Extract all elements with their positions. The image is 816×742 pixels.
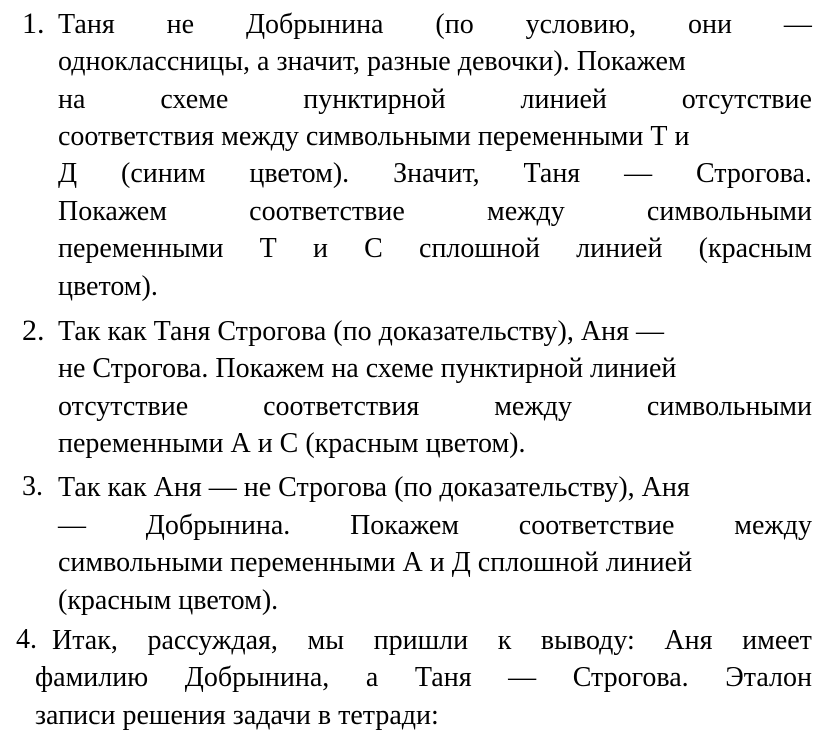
text-line	[58, 193, 812, 230]
text-line	[58, 268, 812, 305]
text-line	[58, 582, 812, 619]
word: отсутствие	[58, 391, 189, 422]
word: Так как Аня — не Строгова (по доказательству), Аня	[58, 472, 690, 503]
word: они	[688, 9, 733, 40]
word: схеме	[160, 84, 229, 115]
word: соответствие	[249, 196, 405, 227]
text-line	[58, 388, 812, 425]
word: Строгова.	[695, 158, 812, 189]
text-line	[35, 697, 812, 734]
word: Покажем	[350, 510, 460, 541]
word: Покажем	[58, 196, 167, 227]
text-line	[58, 43, 812, 80]
word: не Строгова. Покажем на схеме пунктирной линией	[58, 353, 677, 384]
text-line	[58, 544, 812, 581]
word: цветом).	[249, 158, 350, 189]
text-line	[58, 230, 812, 267]
word: Таня	[414, 662, 472, 693]
word: записи решения задачи в тетради:	[35, 700, 439, 731]
word: Д	[58, 158, 78, 189]
word: Итак,	[52, 625, 118, 656]
word: символьными	[646, 196, 812, 227]
word: Так как Таня Строгова (по доказательству), Аня —	[58, 316, 664, 347]
word: (синим	[121, 158, 206, 189]
text-line	[35, 659, 812, 696]
word: Значит,	[393, 158, 480, 189]
text-line	[58, 469, 812, 506]
text-line	[58, 6, 812, 43]
word: между	[734, 510, 812, 541]
word: не	[166, 9, 195, 40]
word: цветом).	[58, 271, 158, 302]
word: соответствие	[518, 510, 675, 541]
word: соответствия	[263, 391, 420, 422]
word: переменными А и С (красным цветом).	[58, 428, 526, 459]
word: линией	[576, 233, 663, 264]
word: рассуждая,	[147, 625, 278, 656]
word: фамилию	[35, 662, 149, 693]
text-line	[52, 622, 812, 659]
list-item-number: 2.	[22, 314, 45, 347]
word: —	[624, 158, 653, 189]
word: —	[508, 662, 537, 693]
word: отсутствие	[681, 84, 812, 115]
word: (по	[435, 9, 474, 40]
word: Строгова.	[572, 662, 689, 693]
word: Аня	[664, 625, 713, 656]
word: условию,	[525, 9, 637, 40]
word: между	[494, 391, 572, 422]
text-line	[58, 425, 812, 462]
text-line	[58, 155, 812, 192]
word: и	[312, 233, 328, 264]
word: Добрынина.	[145, 510, 291, 541]
word: между	[486, 196, 565, 227]
text-line	[58, 350, 812, 387]
word: С	[364, 233, 383, 264]
word: к	[497, 625, 512, 656]
list-item-number: 3.	[22, 471, 43, 502]
word: Таня	[523, 158, 581, 189]
word: символьными переменными А и Д сплошной линией	[58, 547, 693, 578]
word: Добрынина	[245, 9, 384, 40]
list-item-number: 1.	[22, 7, 45, 40]
word: пришли	[373, 625, 469, 656]
word: линией	[520, 84, 607, 115]
word: Т	[259, 233, 277, 264]
word: мы	[307, 625, 345, 656]
word: (красным цветом).	[58, 585, 279, 616]
text-line	[58, 507, 812, 544]
word: символьными	[646, 391, 812, 422]
word: переменными	[58, 233, 224, 264]
word: —	[783, 9, 812, 40]
word: а	[365, 662, 379, 693]
word: имеет	[742, 625, 812, 656]
word: Эталон	[725, 662, 812, 693]
word: Таня	[58, 9, 115, 40]
word: —	[58, 510, 86, 541]
word: сплошной	[419, 233, 540, 264]
word: на	[58, 84, 86, 115]
text-line	[58, 81, 812, 118]
word: одноклассницы, а значит, разные девочки). Покажем	[58, 46, 686, 77]
word: (красным	[698, 233, 812, 264]
text-line	[58, 118, 812, 155]
word: Добрынина,	[184, 662, 330, 693]
word: выводу:	[540, 625, 635, 656]
list-item-number: 4.	[16, 624, 37, 655]
word: пунктирной	[303, 84, 446, 115]
word: соответствия между символьными переменными Т и	[58, 121, 690, 152]
text-line	[58, 313, 812, 350]
